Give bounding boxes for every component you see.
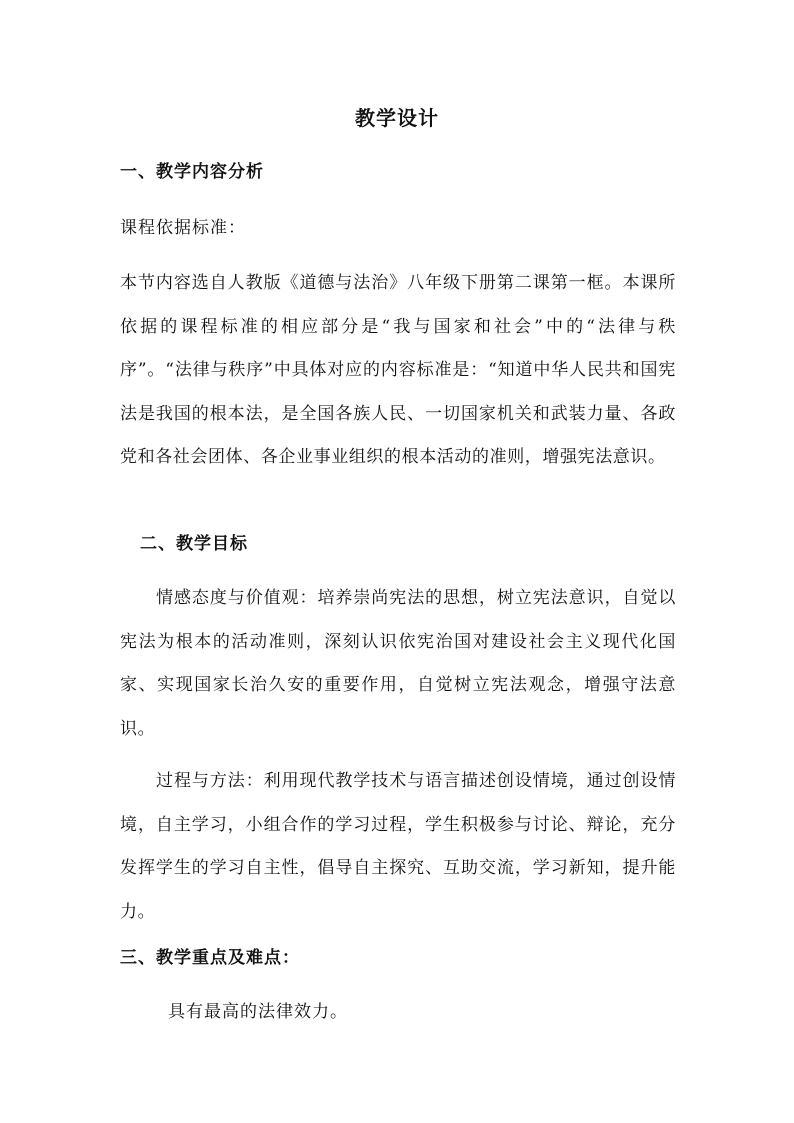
content-analysis-paragraph: 本节内容选自人教版《道德与法治》八年级下册第二课第一框。本课所依据的课程标准的相应部分是“我与国家和社会”中的“法律与秩序”。“法律与秩序”中具体对应的内容标准是：“知道中华人民共和国宪法是我国的根本法，是全国各族人民、一切国家机关和武装力量、各政党和各社会团体、各企业事业组织的根本活动的准则，增强宪法意识。 [120, 273, 676, 467]
process-method-paragraph: 过程与方法：利用现代教学技术与语言描述创设情境，通过创设情境，自主学习，小组合作的学习过程，学生积极参与讨论、辩论，充分发挥学生的学习自主性，倡导自主探究、互助交流，学习新知，提升能力。 [120, 771, 676, 922]
emotion-values-paragraph: 情感态度与价值观：培养崇尚宪法的思想，树立宪法意识，自觉以宪法为根本的活动准则，深刻认识依宪治国对建设社会主义现代化国家、实现国家长治久安的重要作用，自觉树立宪法观念，增强守法意识。 [120, 588, 676, 739]
document-title: 教学设计 [355, 106, 439, 130]
section-heading-key-points: 三、教学重点及难点： [120, 948, 300, 968]
section-heading-teaching-objectives: 二、教学目标 [140, 534, 248, 554]
section-heading-content-analysis: 一、教学内容分析 [120, 162, 264, 182]
curriculum-standard-label: 课程依据标准： [120, 218, 246, 238]
key-points-paragraph: 具有最高的法律效力。 [168, 1002, 348, 1022]
